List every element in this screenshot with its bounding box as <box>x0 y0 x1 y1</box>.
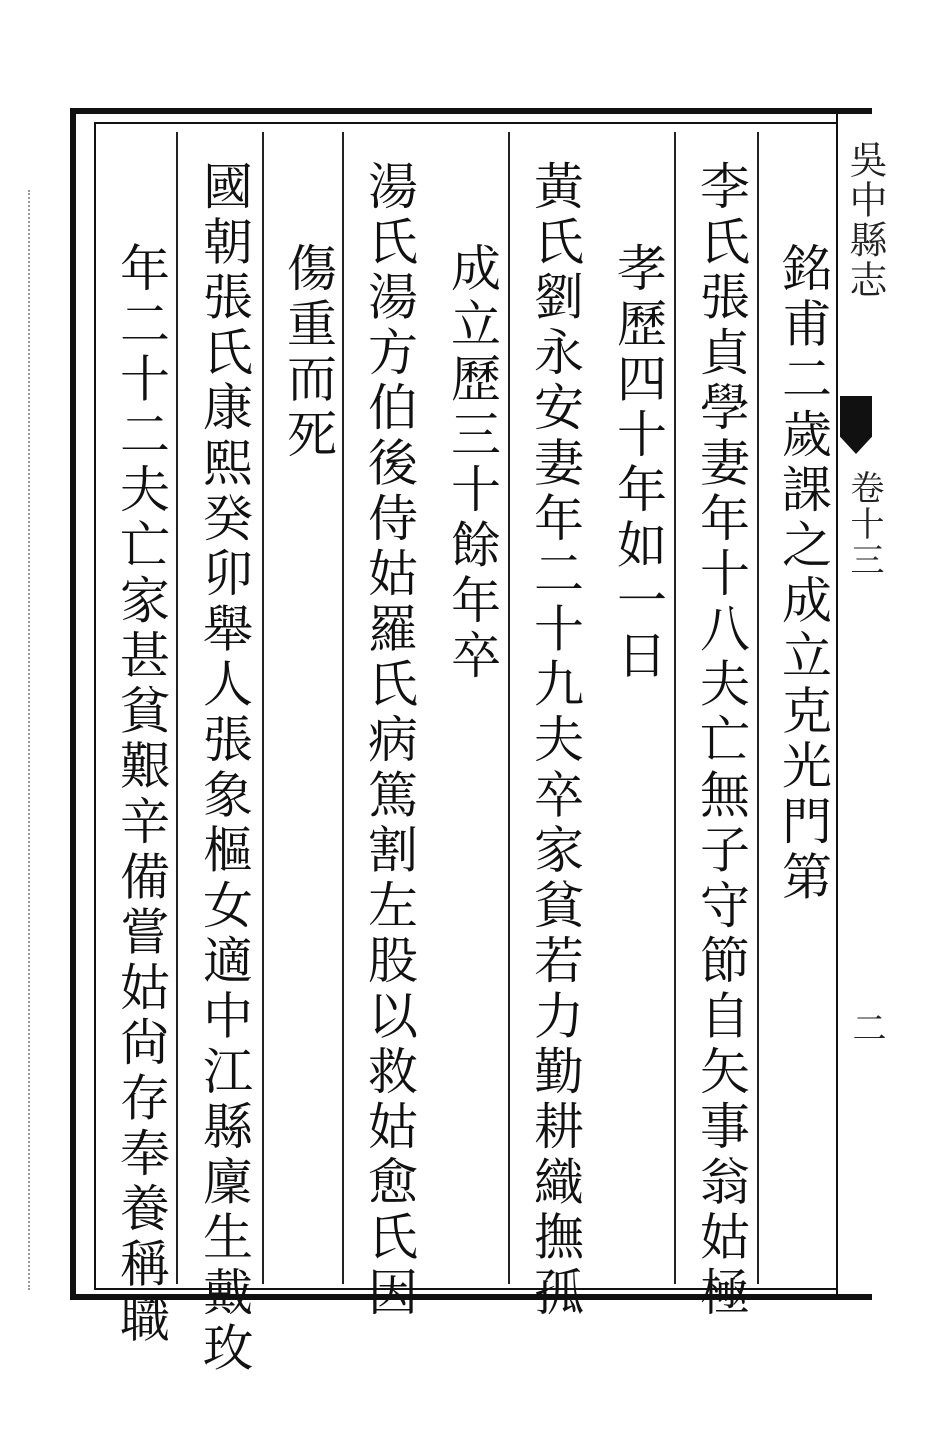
column-rule <box>674 132 676 1284</box>
column-rule <box>176 132 178 1284</box>
text-column-7: 傷重而死 <box>279 242 337 464</box>
column-rule <box>342 132 344 1284</box>
gutter-title: 吳中縣志 <box>843 140 887 300</box>
text-column-6: 湯氏湯方伯後侍姑羅氏病篤割左股以救姑愈氏因 <box>360 160 418 1322</box>
gutter-volume: 卷十三 <box>844 470 884 578</box>
text-column-5: 成立歷三十餘年卒 <box>443 242 501 685</box>
gutter-page-number: 二 <box>846 1010 886 1044</box>
text-column-8: 國朝張氏康熙癸卯舉人張象樞女適中江縣廩生戴玫 <box>195 160 253 1377</box>
column-rule <box>757 132 759 1284</box>
column-rule <box>262 132 264 1284</box>
text-column-4: 黃氏劉永安妻年二十九夫卒家貧若力勤耕織撫孤 <box>526 160 584 1322</box>
text-column-1: 銘甫二歲課之成立克光門第 <box>774 242 832 906</box>
page-edge <box>28 190 40 1290</box>
text-column-9: 年二十二夫亡家甚貧艱辛備嘗姑尙存奉養稱職 <box>112 242 170 1348</box>
text-column-2: 李氏張貞學妻年十八夫亡無子守節自矢事翁姑極 <box>692 160 750 1322</box>
column-rule <box>508 132 510 1284</box>
text-column-3: 孝歷四十年如一日 <box>609 242 667 685</box>
